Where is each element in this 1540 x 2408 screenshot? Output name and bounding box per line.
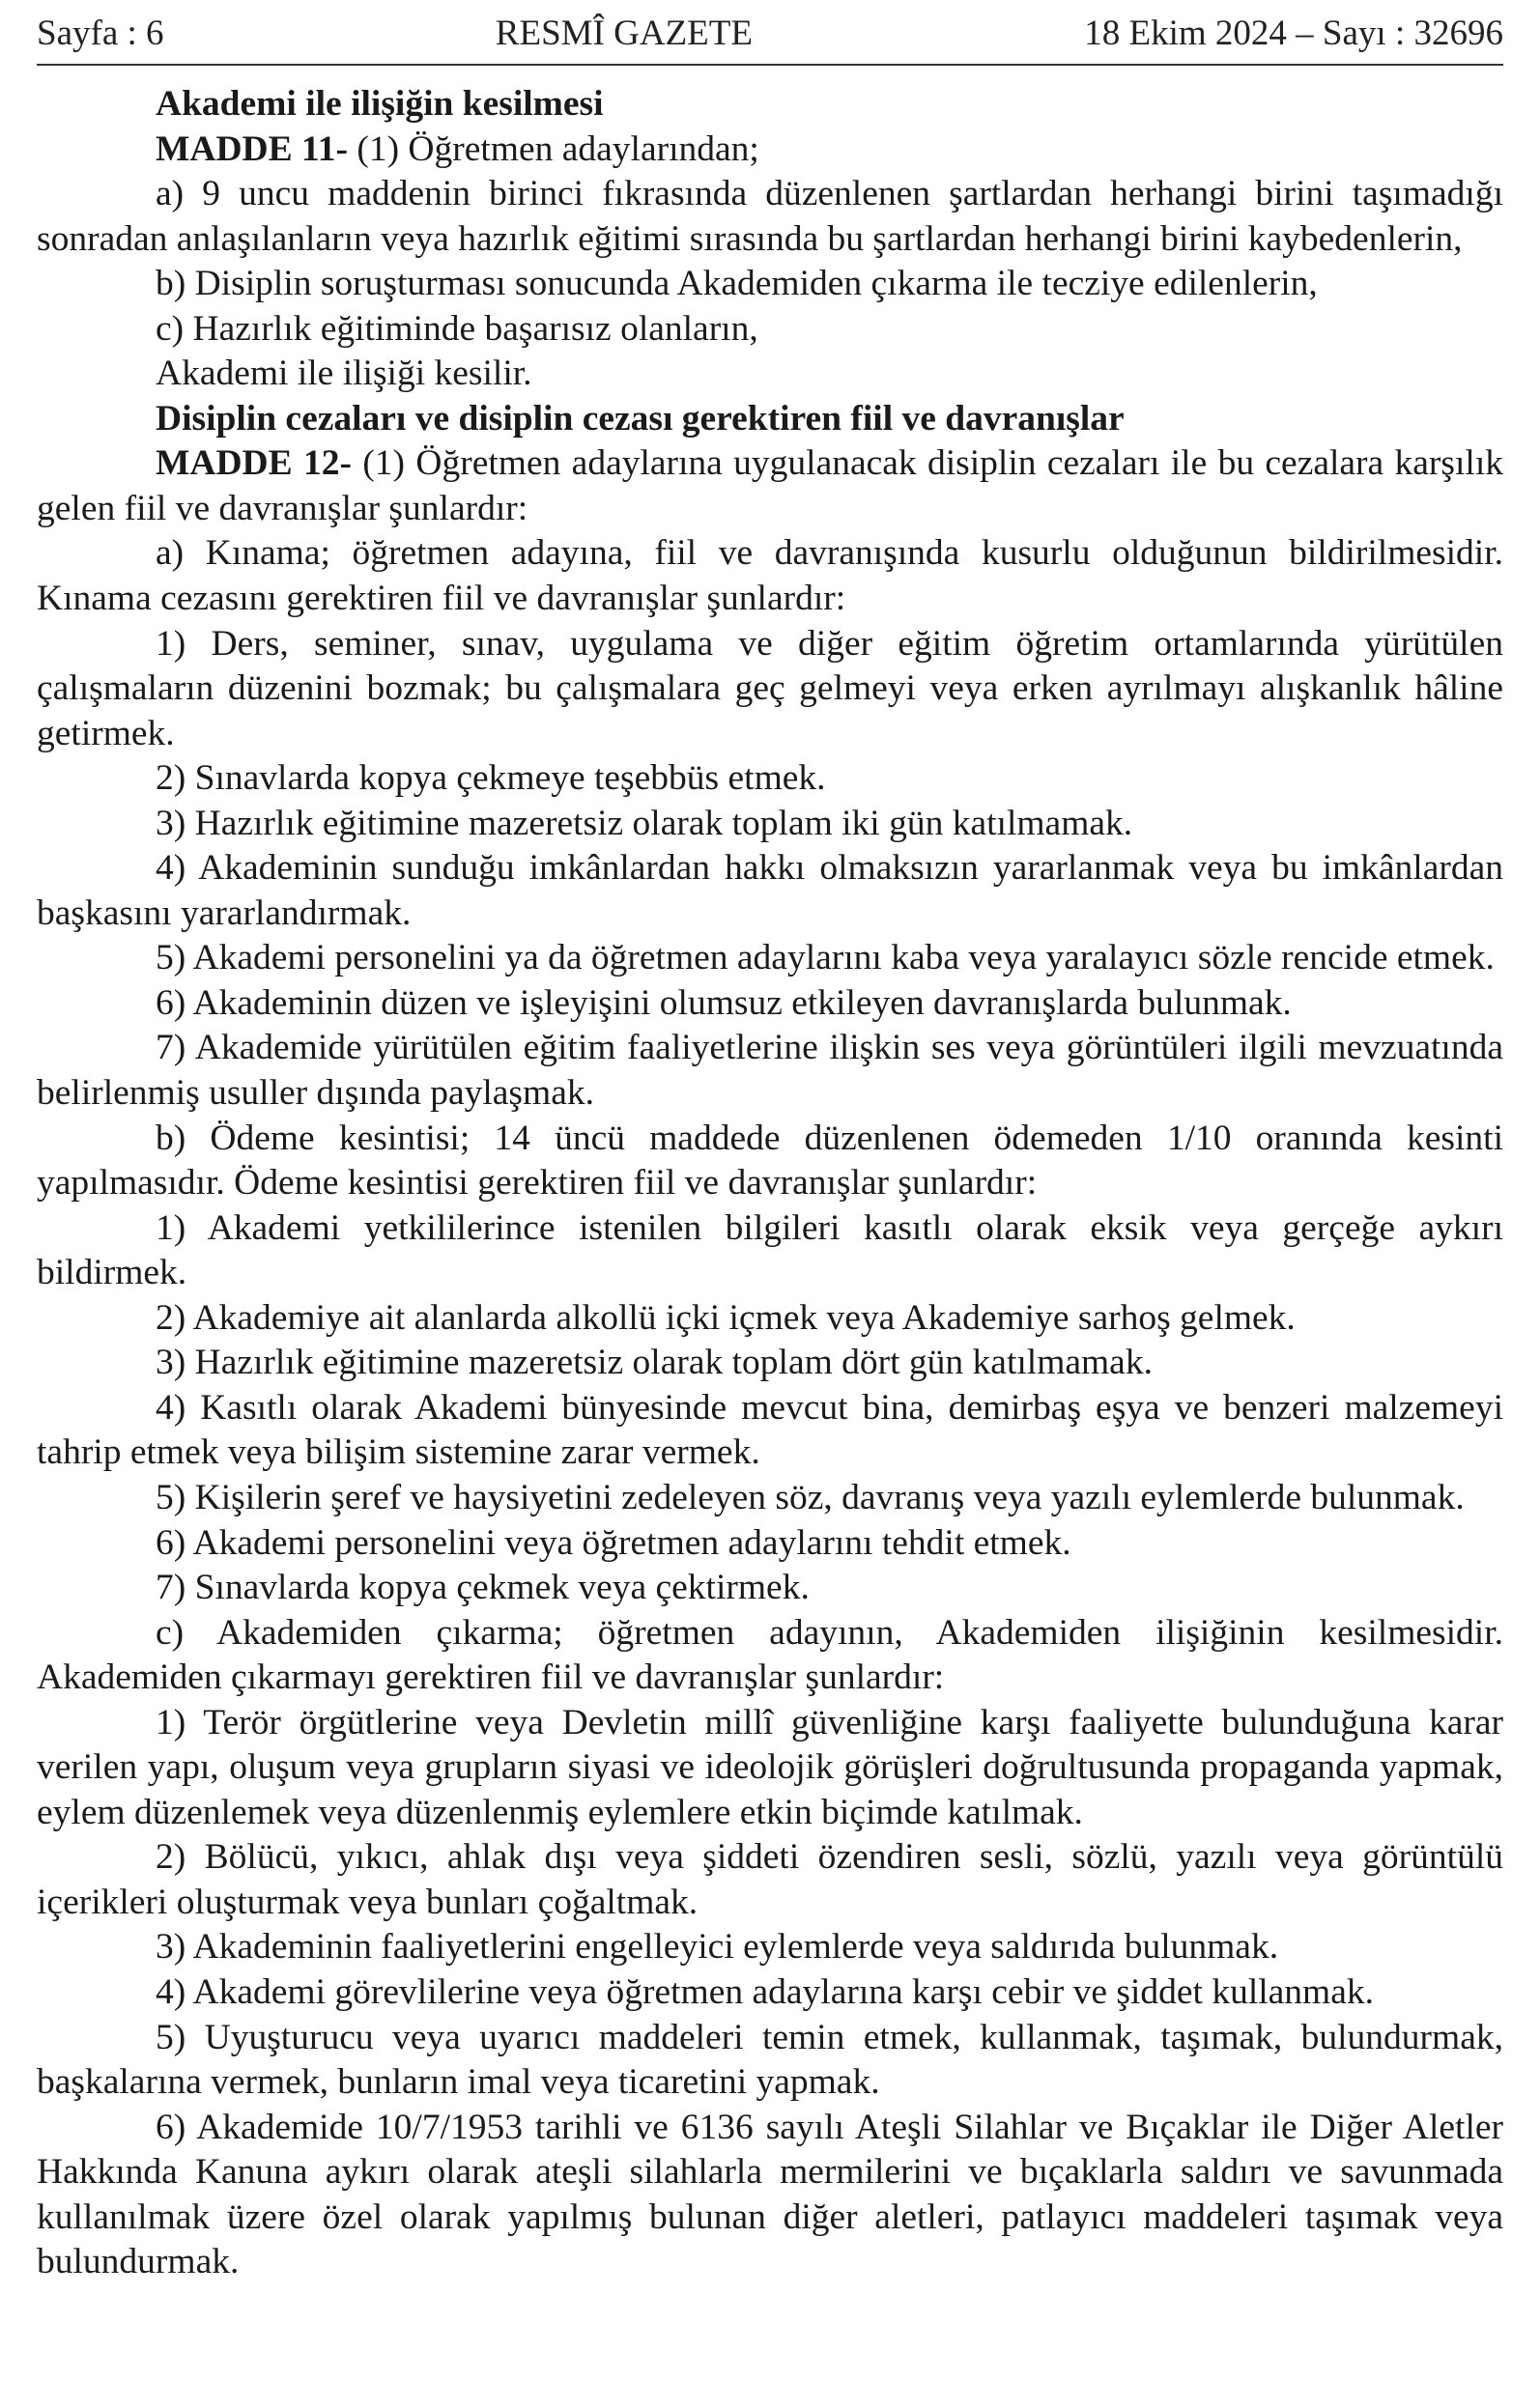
paragraph: 2) Bölücü, yıkıcı, ahlak dışı veya şiddeti özendiren sesli, sözlü, yazılı veya görüntülü içerikleri oluşturmak veya bunları çoğaltmak. xyxy=(37,1837,1503,1922)
paragraph: a) Kınama; öğretmen adayına, fiil ve davranışında kusurlu olduğunun bildirilmesidir. Kınama cezasını gerektiren fiil ve davranışlar şunlardır: xyxy=(37,533,1503,619)
paragraph: 3) Hazırlık eğitimine mazeretsiz olarak toplam dört gün katılmamak. xyxy=(156,1343,1153,1383)
paragraph: 4) Akademi görevlilerine veya öğretmen adaylarına karşı cebir ve şiddet kullanmak. xyxy=(156,1971,1374,2012)
header-divider xyxy=(37,64,1503,66)
article-intro xyxy=(37,441,1503,531)
paragraph: c) Akademiden çıkarma; öğretmen adayının, Akademiden ilişiğinin kesilmesidir. Akademiden çıkarmayı gerektiren fiil ve davranışlar şunlardır: xyxy=(37,1612,1503,1698)
paragraph: 3) Hazırlık eğitimine mazeretsiz olarak toplam iki gün katılmamak. xyxy=(156,803,1133,843)
paragraph: 2) Akademiye ait alanlarda alkollü içki içmek veya Akademiye sarhoş gelmek. xyxy=(156,1297,1296,1338)
paragraph: 2) Sınavlarda kopya çekmeye teşebbüs etmek. xyxy=(156,758,826,799)
paragraph: 5) Akademi personelini ya da öğretmen adaylarını kaba veya yaralayıcı sözle rencide etmek. xyxy=(156,938,1495,978)
paragraph: 6) Akademinin düzen ve işleyişini olumsuz etkileyen davranışlarda bulunmak. xyxy=(156,982,1292,1023)
page-header xyxy=(37,8,1503,58)
issue-date-number: 18 Ekim 2024 – Sayı : 32696 xyxy=(1084,13,1503,53)
paragraph: 6) Akademide 10/7/1953 tarihli ve 6136 sayılı Ateşli Silahlar ve Bıçaklar ile Diğer Aletler Hakkında Kanuna aykırı olarak ateşli silahlarla mermilerini ve bıçaklarla saldırı ve savunmada kullanılmak üzere özel olarak yapılmış bulunan diğer aletleri, patlayıcı maddeleri taşımak veya bulundurmak. xyxy=(37,2107,1503,2282)
page-number: Sayfa : 6 xyxy=(37,13,164,53)
paragraph: Akademi ile ilişiği kesilir. xyxy=(156,354,532,394)
paragraph: 5) Uyuşturucu veya uyarıcı maddeleri temin etmek, kullanmak, taşımak, bulundurmak, başkalarına vermek, bunların imal veya ticaretini yapmak. xyxy=(37,2017,1503,2103)
article-intro xyxy=(37,127,1503,173)
paragraph: 4) Akademinin sunduğu imkânlardan hakkı olmaksızın yararlanmak veya bu imkânlardan başkasını yararlandırmak. xyxy=(37,848,1503,933)
paragraph: b) Ödeme kesintisi; 14 üncü maddede düzenlenen ödemeden 1/10 oranında kesinti yapılmasıdır. Ödeme kesintisi gerektiren fiil ve davranışlar şunlardır: xyxy=(37,1118,1503,1204)
paragraph: 1) Akademi yetkililerince istenilen bilgileri kasıtlı olarak eksik veya gerçeğe aykırı bildirmek. xyxy=(37,1207,1503,1293)
paragraph: b) Disiplin soruşturması sonucunda Akademiden çıkarma ile tecziye edilenlerin, xyxy=(156,264,1318,304)
section-heading: Akademi ile ilişiğin kesilmesi xyxy=(156,84,604,124)
paragraph: 1) Terör örgütlerine veya Devletin millî güvenliğine karşı faaliyette bulunduğuna karar verilen yapı, oluşum veya grupların siyasi ve ideolojik görüşleri doğrultusunda propaganda yapmak, eylem düzenlemek veya düzenlenmiş eylemlere etkin biçimde katılmak. xyxy=(37,1702,1503,1832)
gazette-title: RESMÎ GAZETE xyxy=(495,13,753,53)
paragraph: 7) Sınavlarda kopya çekmek veya çektirmek. xyxy=(156,1568,810,1608)
paragraph: a) 9 uncu maddenin birinci fıkrasında düzenlenen şartlardan herhangi birini taşımadığı sonradan anlaşılanların veya hazırlık eğitimi sırasında bu şartlardan herhangi birini kaybedenlerin, xyxy=(37,174,1503,259)
paragraph: 5) Kişilerin şeref ve haysiyetini zedeleyen söz, davranış veya yazılı eylemlerde bulunmak. xyxy=(156,1477,1465,1517)
paragraph: 1) Ders, seminer, sınav, uygulama ve diğer eğitim öğretim ortamlarında yürütülen çalışmaların düzenini bozmak; bu çalışmalara geç gelmeyi veya erken ayrılmayı alışkanlık hâline getirmek. xyxy=(37,623,1503,753)
document-body xyxy=(37,82,1503,2285)
paragraph: 3) Akademinin faaliyetlerini engelleyici eylemlerde veya saldırıda bulunmak. xyxy=(156,1927,1279,1968)
article-intro-text: (1) Öğretmen adaylarına uygulanacak disiplin cezaları ile bu cezalara karşılık gelen fiil ve davranışlar şunlardır: xyxy=(37,443,1503,528)
paragraph: 4) Kasıtlı olarak Akademi bünyesinde mevcut bina, demirbaş eşya ve benzeri malzemeyi tahrip etmek veya bilişim sistemine zarar vermek. xyxy=(37,1387,1503,1473)
paragraph: 7) Akademide yürütülen eğitim faaliyetlerine ilişkin ses veya görüntüleri ilgili mevzuatında belirlenmiş usuller dışında paylaşmak. xyxy=(37,1028,1503,1114)
paragraph: c) Hazırlık eğitiminde başarısız olanların, xyxy=(156,308,758,349)
article-intro-text: (1) Öğretmen adaylarından; xyxy=(347,128,759,169)
article-label: MADDE 11- xyxy=(156,128,348,169)
article-label: MADDE 12- xyxy=(156,443,352,484)
section-heading: Disiplin cezaları ve disiplin cezası gerektiren fiil ve davranışlar xyxy=(156,398,1125,439)
paragraph: 6) Akademi personelini veya öğretmen adaylarını tehdit etmek. xyxy=(156,1522,1071,1563)
